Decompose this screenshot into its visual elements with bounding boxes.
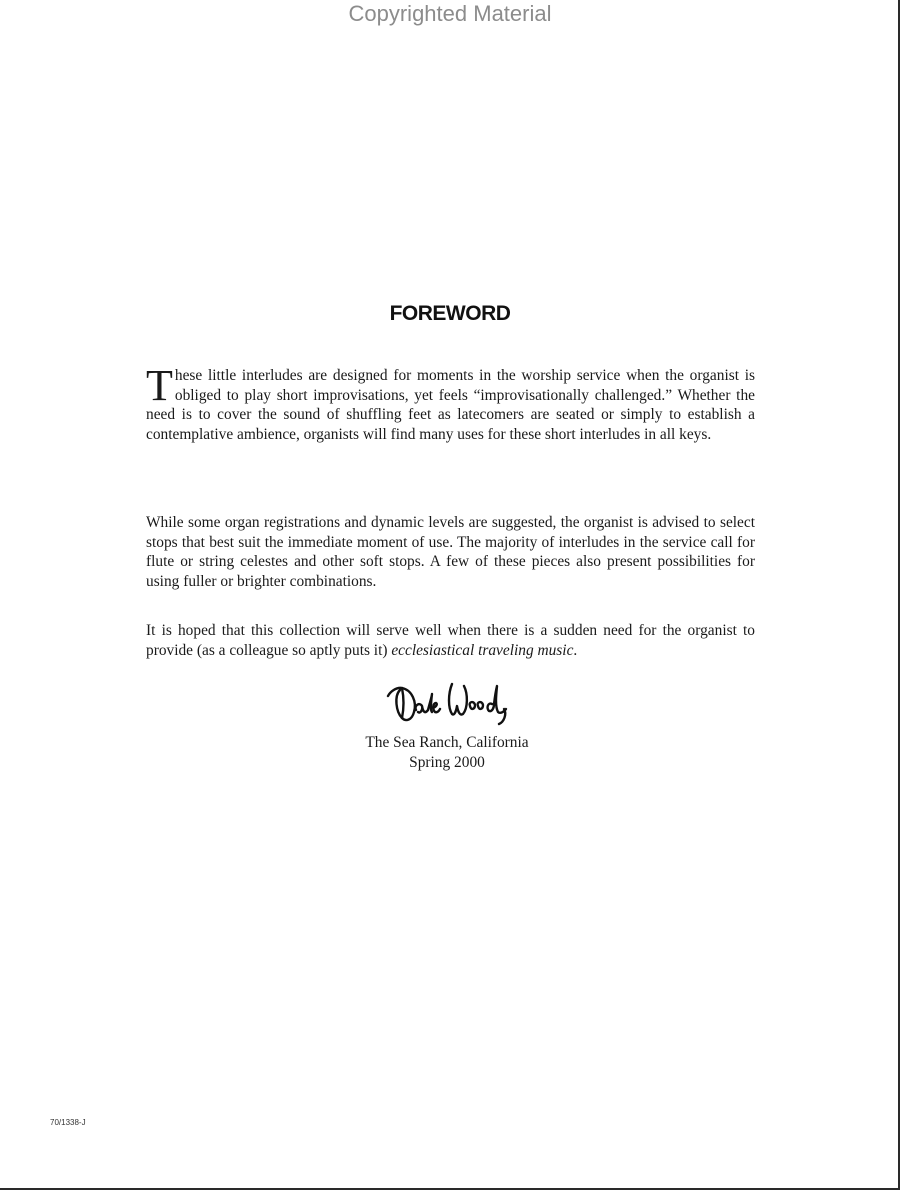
place-line: The Sea Ranch, California	[365, 734, 529, 751]
paragraph-3-italic: ecclesiastical traveling music	[391, 641, 574, 659]
handwritten-signature	[386, 672, 516, 732]
paragraph-1-text: hese little interludes are designed for moments in the worship service when the organist is obliged to play short improvisations, yet feels “improvisationally challenged.” Whether the need is to cover the sound of shuffling feet as latecomers are seated or simply to establish a contemplative ambience, organists will find many uses for these short interludes in all keys.	[146, 367, 755, 443]
paragraph-3-text: It is hoped that this collection will serve well when there is a sudden need for the organist to provide (as a colleague so aptly puts it)	[146, 622, 755, 659]
foreword-paragraph-2: While some organ registrations and dynamic levels are suggested, the organist is advised to select stops that best suit the immediate moment of use. The majority of interludes in the service call for flute or string celestes and other soft stops. A few of these pieces also present possibilities for using fuller or brighter combinations.	[146, 514, 755, 590]
date-line: Spring 2000	[409, 754, 485, 771]
foreword-paragraph-1	[146, 361, 755, 444]
catalog-number: 70/1338-J	[50, 1118, 86, 1127]
page-title: FOREWORD	[389, 302, 511, 325]
drop-cap: T	[146, 361, 173, 410]
copyright-watermark: Copyrighted Material	[348, 1, 552, 26]
paragraph-3-end: .	[573, 641, 578, 659]
foreword-paragraph-3	[146, 621, 755, 660]
